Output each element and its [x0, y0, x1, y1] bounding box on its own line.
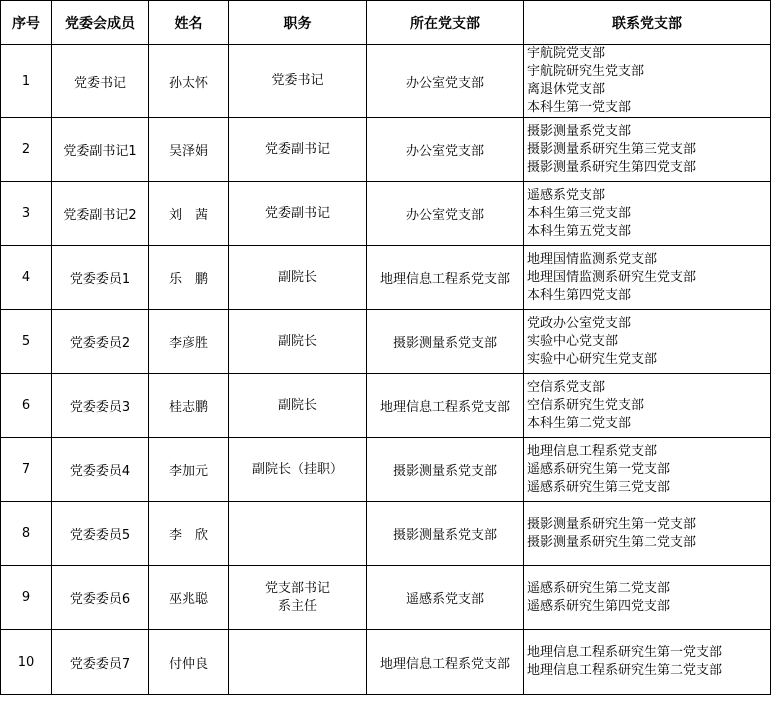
contact-branch: 空信系研究生党支部	[527, 397, 645, 413]
contact-branch: 地理信息工程系党支部	[527, 443, 658, 459]
cell-member: 党委委员4	[52, 438, 149, 502]
cell-no: 7	[1, 438, 52, 502]
cell-member: 党委委员5	[52, 502, 149, 566]
contact-branch: 遥感系研究生第四党支部	[527, 598, 671, 614]
contact-branch: 实验中心研究生党支部	[527, 351, 658, 367]
duty-line: 系主任	[277, 598, 317, 614]
table-row	[1, 182, 771, 246]
cell-member: 党委委员3	[52, 374, 149, 438]
cell-contacts	[524, 118, 771, 182]
header-duty: 职务	[229, 1, 367, 45]
contact-branch: 宇航院党支部	[527, 46, 606, 61]
cell-no: 8	[1, 502, 52, 566]
duty-line: 党委副书记	[264, 141, 330, 157]
cell-duty	[229, 45, 367, 118]
cell-branch: 地理信息工程系党支部	[367, 374, 524, 438]
cell-member: 党委委员2	[52, 310, 149, 374]
table-row	[1, 502, 771, 566]
contact-branch: 宇航院研究生党支部	[527, 64, 645, 79]
contact-branch: 遥感系研究生第三党支部	[527, 479, 671, 495]
contact-branch: 实验中心党支部	[527, 333, 619, 349]
cell-name: 付仲良	[149, 630, 229, 695]
contact-branch: 摄影测量系研究生第三党支部	[527, 141, 697, 157]
cell-contacts	[524, 182, 771, 246]
cell-member: 党委委员6	[52, 566, 149, 630]
contact-branch: 本科生第二党支部	[527, 415, 632, 431]
cell-name: 吴泽娟	[149, 118, 229, 182]
contact-branch: 本科生第三党支部	[527, 205, 632, 221]
cell-contacts	[524, 566, 771, 630]
cell-name: 孙太怀	[149, 45, 229, 118]
cell-contacts	[524, 630, 771, 695]
cell-no: 9	[1, 566, 52, 630]
cell-duty	[229, 566, 367, 630]
contact-branch: 摄影测量系研究生第二党支部	[527, 534, 697, 550]
contact-branch: 遥感系党支部	[527, 187, 606, 203]
cell-name: 李 欣	[149, 502, 229, 566]
cell-duty	[229, 118, 367, 182]
contact-branch: 遥感系研究生第一党支部	[527, 461, 671, 477]
cell-duty	[229, 438, 367, 502]
cell-no: 5	[1, 310, 52, 374]
header-member: 党委会成员	[52, 1, 149, 45]
cell-contacts	[524, 45, 771, 118]
cell-name: 巫兆聪	[149, 566, 229, 630]
duty-line: 党委副书记	[264, 205, 330, 221]
duty-line: 党支部书记	[264, 580, 330, 596]
header-contacts: 联系党支部	[524, 1, 771, 45]
cell-no: 3	[1, 182, 52, 246]
table-row	[1, 45, 771, 118]
cell-duty	[229, 182, 367, 246]
table-row	[1, 438, 771, 502]
header-branch: 所在党支部	[367, 1, 524, 45]
cell-branch: 遥感系党支部	[367, 566, 524, 630]
cell-duty	[229, 310, 367, 374]
duty-line: 副院长	[277, 397, 317, 413]
table-row	[1, 374, 771, 438]
contact-branch: 本科生第一党支部	[527, 100, 632, 115]
cell-member: 党委委员1	[52, 246, 149, 310]
header-no: 序号	[1, 1, 52, 45]
table-row	[1, 246, 771, 310]
table-row	[1, 310, 771, 374]
table-row	[1, 630, 771, 695]
contact-branch: 摄影测量系党支部	[527, 123, 632, 139]
cell-duty	[229, 246, 367, 310]
cell-contacts	[524, 438, 771, 502]
cell-contacts	[524, 310, 771, 374]
cell-branch: 办公室党支部	[367, 118, 524, 182]
duty-line: 副院长	[277, 333, 317, 349]
cell-no: 10	[1, 630, 52, 695]
cell-contacts	[524, 374, 771, 438]
contact-branch: 空信系党支部	[527, 379, 606, 395]
cell-contacts	[524, 246, 771, 310]
cell-member: 党委委员7	[52, 630, 149, 695]
cell-name: 刘 茜	[149, 182, 229, 246]
contact-branch: 地理信息工程系研究生第一党支部	[527, 645, 723, 660]
cell-duty	[229, 630, 367, 695]
cell-branch: 摄影测量系党支部	[367, 438, 524, 502]
cell-no: 1	[1, 45, 52, 118]
table-body	[1, 45, 771, 695]
cell-member: 党委书记	[52, 45, 149, 118]
contact-branch: 地理信息工程系研究生第二党支部	[527, 663, 723, 678]
contact-branch: 遥感系研究生第二党支部	[527, 580, 671, 596]
duty-line: 党委书记	[271, 73, 324, 88]
cell-member: 党委副书记2	[52, 182, 149, 246]
duty-line: 副院长（挂职）	[251, 461, 343, 477]
contact-branch: 党政办公室党支部	[527, 315, 632, 331]
cell-name: 李加元	[149, 438, 229, 502]
cell-branch: 办公室党支部	[367, 182, 524, 246]
cell-contacts	[524, 502, 771, 566]
cell-no: 6	[1, 374, 52, 438]
cell-branch: 地理信息工程系党支部	[367, 246, 524, 310]
cell-branch: 摄影测量系党支部	[367, 502, 524, 566]
cell-name: 乐 鹏	[149, 246, 229, 310]
cell-member: 党委副书记1	[52, 118, 149, 182]
contact-branch: 地理国情监测系党支部	[527, 251, 658, 267]
contact-branch: 本科生第四党支部	[527, 287, 632, 303]
cell-no: 4	[1, 246, 52, 310]
duty-line: 副院长	[277, 269, 317, 285]
contact-branch: 本科生第五党支部	[527, 223, 632, 239]
contact-branch: 摄影测量系研究生第一党支部	[527, 516, 697, 532]
cell-branch: 地理信息工程系党支部	[367, 630, 524, 695]
cell-branch: 摄影测量系党支部	[367, 310, 524, 374]
cell-duty	[229, 374, 367, 438]
contact-branch: 摄影测量系研究生第四党支部	[527, 159, 697, 175]
table-row	[1, 118, 771, 182]
cell-duty	[229, 502, 367, 566]
contact-branch: 离退休党支部	[527, 82, 606, 97]
cell-name: 李彦胜	[149, 310, 229, 374]
cell-no: 2	[1, 118, 52, 182]
header-name: 姓名	[149, 1, 229, 45]
contact-branch: 地理国情监测系研究生党支部	[527, 269, 697, 285]
table-row	[1, 566, 771, 630]
cell-branch: 办公室党支部	[367, 45, 524, 118]
cell-name: 桂志鹏	[149, 374, 229, 438]
header-row	[1, 1, 771, 45]
